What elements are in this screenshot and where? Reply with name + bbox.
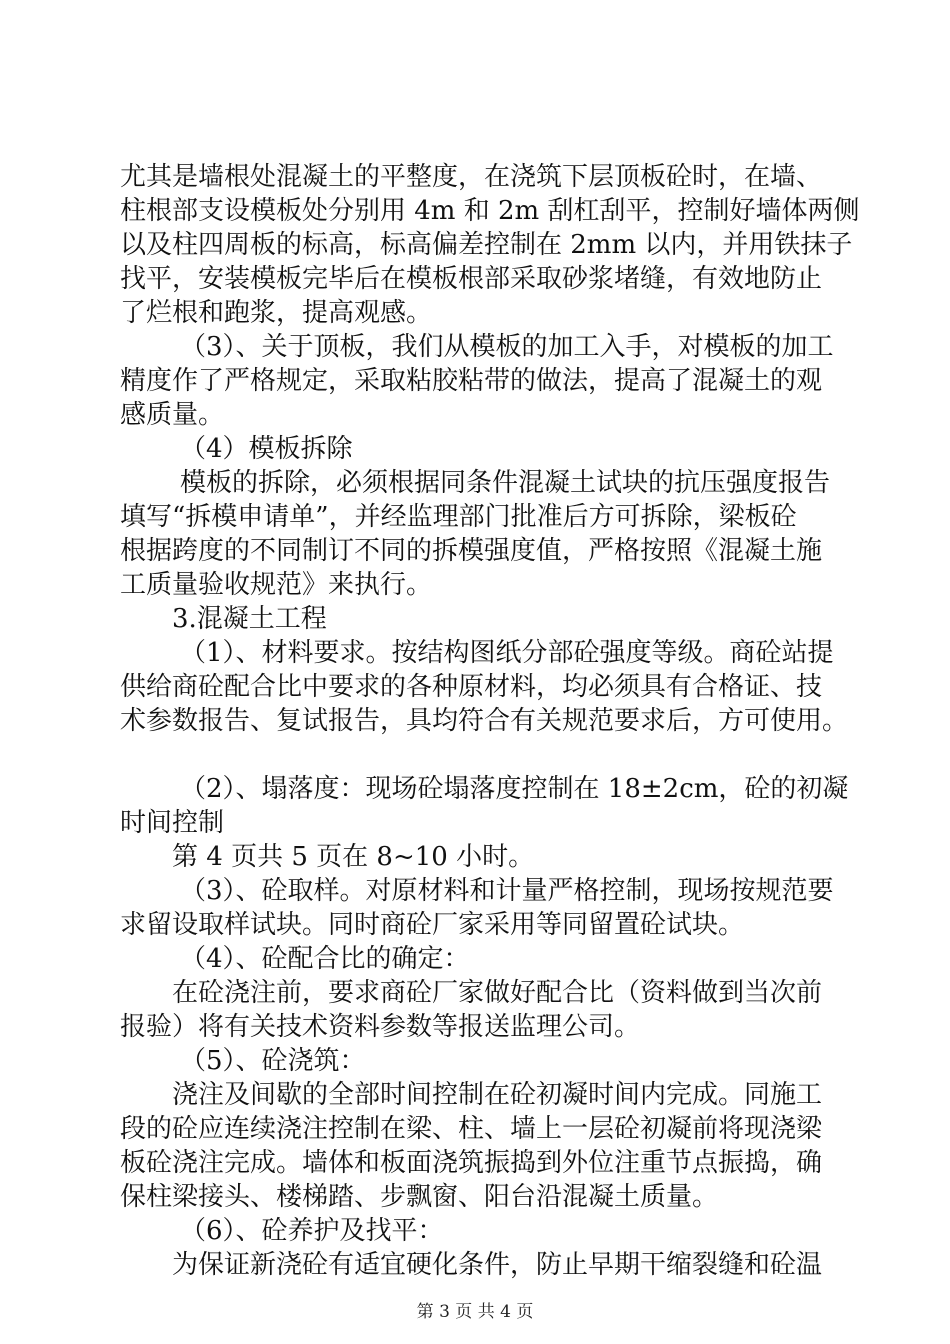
text-line: 尤其是墙根处混凝土的平整度，在浇筑下层顶板砼时，在墙、 (120, 162, 823, 192)
text-line: 精度作了严格规定，采取粘胶粘带的做法，提高了混凝土的观 (120, 366, 823, 396)
paragraph-start: 在砼浇注前，要求商砼厂家做好配合比（资料做到当次前 (172, 978, 823, 1008)
page-footer: 第 3 页 共 4 页 (416, 1302, 534, 1322)
section-heading: （6）、砼养护及找平： (180, 1216, 444, 1246)
text-line: 供给商砼配合比中要求的各种原材料，均必须具有合格证、技 (120, 672, 823, 702)
section-heading: （4）、砼配合比的确定： (180, 944, 470, 974)
paragraph-start: （1）、材料要求。按结构图纸分部砼强度等级。商砼站提 (180, 638, 834, 668)
text-line: 时间控制 (120, 808, 225, 838)
document-body (120, 160, 860, 1282)
text-line: 找平，安装模板完毕后在模板根部采取砂浆堵缝，有效地防止 (120, 264, 823, 294)
text-line: 第 4 页共 5 页在 8~10 小时。 (172, 842, 535, 872)
text-line: 以及柱四周板的标高，标高偏差控制在 2mm 以内，并用铁抹子 (120, 230, 853, 260)
paragraph-start: （3）、关于顶板，我们从模板的加工入手，对模板的加工 (180, 332, 834, 362)
text-line: 工质量验收规范》来执行。 (120, 570, 433, 600)
paragraph-start: 浇注及间歇的全部时间控制在砼初凝时间内完成。同施工 (172, 1080, 823, 1110)
blank-line (120, 738, 840, 772)
text-line: 求留设取样试块。同时商砼厂家采用等同留置砼试块。 (120, 910, 745, 940)
text-line: 根据跨度的不同制订不同的拆模强度值，严格按照《混凝土施 (120, 536, 823, 566)
paragraph-start: 模板的拆除，必须根据同条件混凝土试块的抗压强度报告 (180, 468, 831, 498)
paragraph-start: （2）、塌落度：现场砼塌落度控制在 18±2cm，砼的初凝 (180, 774, 849, 804)
text-line: 感质量。 (120, 400, 225, 430)
text-line: 报验）将有关技术资料参数等报送监理公司。 (120, 1012, 641, 1042)
section-heading: 3.混凝土工程 (172, 604, 327, 634)
text-line: 板砼浇注完成。墙体和板面浇筑振捣到外位注重节点振捣，确 (120, 1148, 823, 1178)
paragraph-start: 为保证新浇砼有适宜硬化条件，防止早期干缩裂缝和砼温 (172, 1250, 823, 1280)
text-line: 填写“拆模申请单”，并经监理部门批准后方可拆除，梁板砼 (120, 502, 797, 532)
paragraph-start: （3）、砼取样。对原材料和计量严格控制，现场按规范要 (180, 876, 834, 906)
text-line: 术参数报告、复试报告，具均符合有关规范要求后，方可使用。 (120, 706, 849, 736)
text-line: 保柱梁接头、楼梯踏、步飘窗、阳台沿混凝土质量。 (120, 1182, 719, 1212)
section-heading: （5）、砼浇筑： (180, 1046, 366, 1076)
text-line: 段的砼应连续浇注控制在梁、柱、墙上一层砼初凝前将现浇梁 (120, 1114, 823, 1144)
section-heading: （4）模板拆除 (180, 434, 353, 464)
text-line: 了烂根和跑浆，提高观感。 (120, 298, 433, 328)
text-line: 柱根部支设模板处分别用 4m 和 2m 刮杠刮平，控制好墙体两侧 (120, 196, 860, 226)
